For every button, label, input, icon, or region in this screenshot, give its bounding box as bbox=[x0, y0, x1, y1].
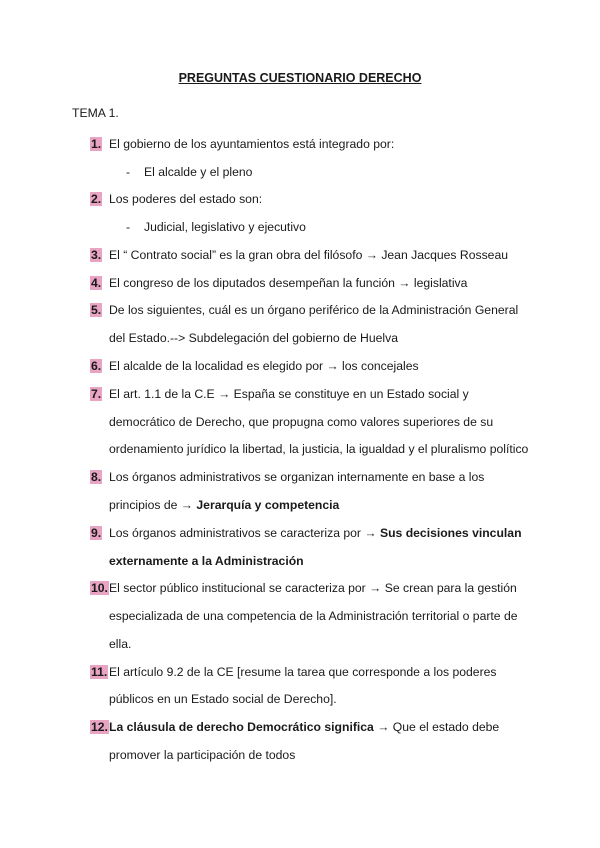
question-text: democrático de Derecho, que propugna como valores superiores de su bbox=[109, 415, 494, 429]
question-text: principios de → Jerarquía y competencia bbox=[109, 498, 340, 512]
answer-subitem: - Judicial, legislativo y ejecutivo bbox=[126, 220, 306, 234]
question-number: 1. bbox=[91, 137, 102, 151]
answer-bold: externamente a la Administración bbox=[109, 554, 304, 568]
question-text: promover la participación de todos bbox=[109, 748, 296, 762]
question-text: La cláusula de derecho Democrático significa → Que el estado debe bbox=[109, 720, 500, 734]
section-heading: TEMA 1. bbox=[72, 106, 119, 120]
question-number: 6. bbox=[91, 359, 102, 373]
question-number: 12. bbox=[91, 720, 108, 734]
question-text: ella. bbox=[109, 637, 132, 651]
question-text: El artículo 9.2 de la CE [resume la tarea que corresponde a los poderes bbox=[109, 665, 497, 679]
question-text: De los siguientes, cuál es un órgano periférico de la Administración General bbox=[109, 303, 519, 317]
question-number: 4. bbox=[91, 276, 102, 290]
question-number: 8. bbox=[91, 470, 102, 484]
document-title: PREGUNTAS CUESTIONARIO DERECHO bbox=[178, 71, 422, 85]
question-number: 10. bbox=[91, 581, 108, 595]
question-number: 9. bbox=[91, 526, 102, 540]
question-number: 7. bbox=[91, 387, 102, 401]
question-text: Los órganos administrativos se organizan internamente en base a los bbox=[109, 470, 485, 484]
question-number: 5. bbox=[91, 303, 102, 317]
question-text: especializada de una competencia de la Administración territorial o parte de bbox=[109, 609, 518, 623]
question-text: El alcalde de la localidad es elegido por → los concejales bbox=[109, 359, 419, 373]
answer-bold: Jerarquía y competencia bbox=[196, 498, 340, 512]
question-number: 11. bbox=[91, 665, 108, 679]
answer-subitem: - El alcalde y el pleno bbox=[126, 165, 253, 179]
question-text: El “ Contrato social” es la gran obra del filósofo → Jean Jacques Rosseau bbox=[109, 248, 509, 262]
question-text: del Estado.--> Subdelegación del gobierno de Huelva bbox=[109, 331, 398, 345]
answer-bold: Sus decisiones vinculan bbox=[379, 526, 522, 540]
question-text: públicos en un Estado social de Derecho]. bbox=[109, 692, 337, 706]
question-text: El art. 1.1 de la C.E → España se constituye en un Estado social y bbox=[109, 387, 469, 401]
question-number: 3. bbox=[91, 248, 102, 262]
question-text: Los poderes del estado son: bbox=[109, 192, 263, 206]
question-text: El congreso de los diputados desempeñan la función → legislativa bbox=[109, 276, 468, 290]
question-text: El gobierno de los ayuntamientos está integrado por: bbox=[109, 137, 395, 151]
question-bold: La cláusula de derecho Democrático significa bbox=[109, 720, 374, 734]
question-text: El sector público institucional se caracteriza por → Se crean para la gestión bbox=[109, 581, 517, 595]
question-text: Los órganos administrativos se caracteriza por → Sus decisiones vinculan bbox=[109, 526, 522, 540]
question-number: 2. bbox=[91, 192, 102, 206]
question-text: ordenamiento jurídico la libertad, la justicia, la igualdad y el pluralismo político bbox=[109, 442, 529, 456]
